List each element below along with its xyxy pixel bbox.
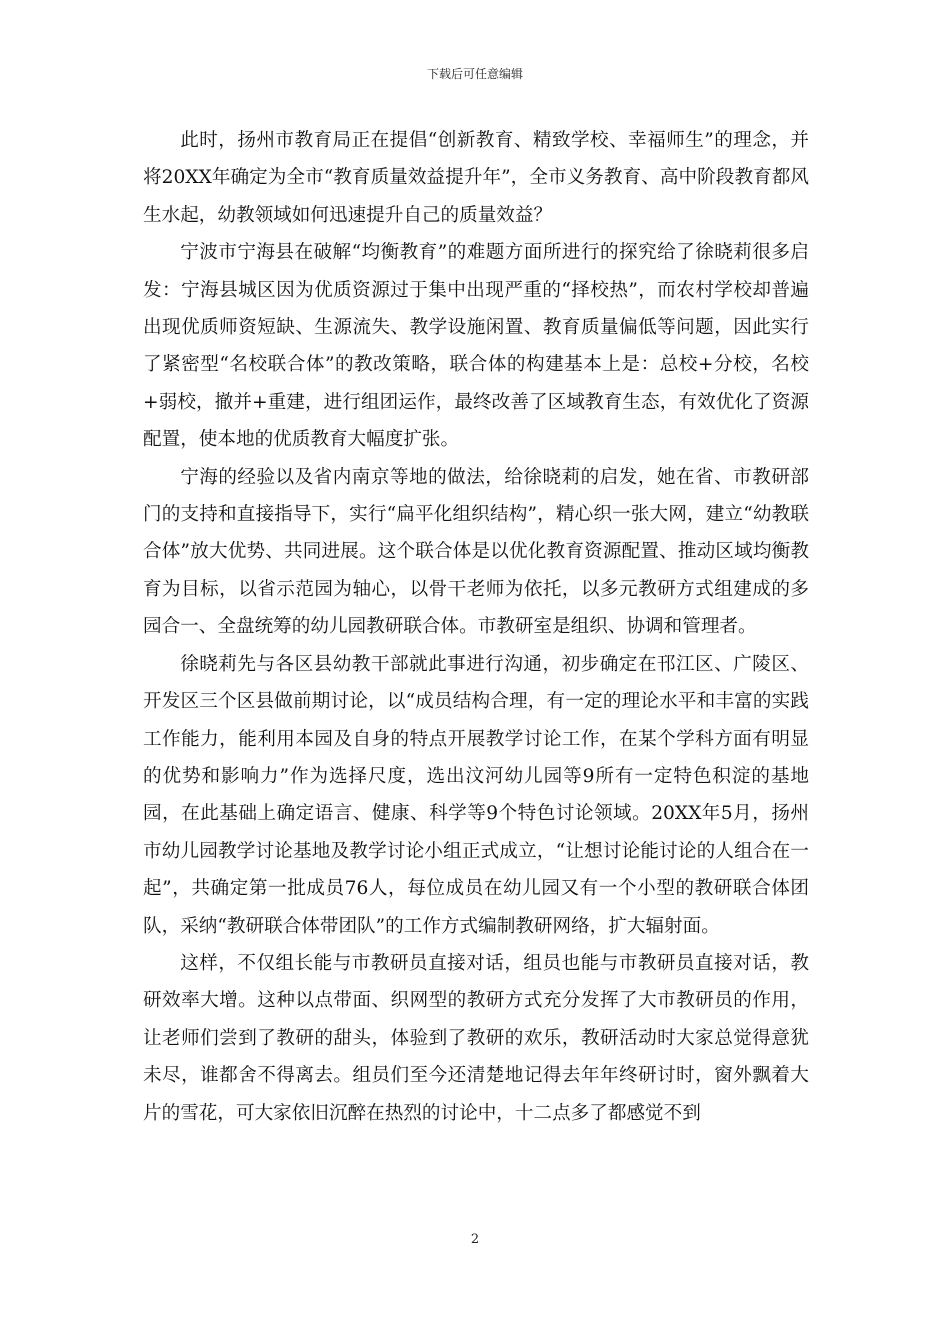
paragraph: 宁海的经验以及省内南京等地的做法，给徐晓莉的启发，她在省、市教研部门的支持和直接指导下，实行“扁平化组织结构”，精心织一张大网，建立“幼教联合体”放大优势、共同进展。这个联合体是以优化教育资源配置、推动区域均衡教育为目标，以省示范园为轴心，以骨干老师为依托，以多元教研方式组建成的多园合一、全盘统筹的幼儿园教研联合体。市教研室是组织、协调和管理者。 bbox=[143, 466, 809, 638]
paragraph: 这样，不仅组长能与市教研员直接对话，组员也能与市教研员直接对话，教研效率大增。这种以点带面、织网型的教研方式充分发挥了大市教研员的作用，让老师们尝到了教研的甜头，体验到了教研的欢乐，教研活动时大家总觉得意犹未尽，谁都舍不得离去。组员们至今还清楚地记得去年年终研讨时，窗外飘着大片的雪花，可大家依旧沉醉在热烈的讨论中，十二点多了都感觉不到 bbox=[143, 952, 809, 1124]
paragraph: 此时，扬州市教育局正在提倡“创新教育、精致学校、幸福师生”的理念，并将20XX年确定为全市“教育质量效益提升年”，全市义务教育、高中阶段教育都风生水起，幼教领域如何迅速提升自己的质量效益？ bbox=[143, 130, 809, 226]
body-text bbox=[143, 122, 809, 1132]
paragraph: 宁波市宁海县在破解“均衡教育”的难题方面所进行的探究给了徐晓莉很多启发：宁海县城区因为优质资源过于集中出现严重的“择校热”，而农村学校却普遍出现优质师资短缺、生源流失、教学设施闲置、教育质量偏低等问题，因此实行了紧密型“名校联合体”的教改策略，联合体的构建基本上是：总校+分校，名校+弱校，撤并+重建，进行组团运作，最终改善了区域教育生态，有效优化了资源配置，使本地的优质教育大幅度扩张。 bbox=[143, 242, 809, 451]
page-number: 2 bbox=[470, 1232, 480, 1247]
paragraph: 徐晓莉先与各区县幼教干部就此事进行沟通，初步确定在邗江区、广陵区、开发区三个区县做前期讨论，以“成员结构合理，有一定的理论水平和丰富的实践工作能力，能利用本园及自身的特点开展教学讨论工作，在某个学科方面有明显的优势和影响力”作为选择尺度，选出汶河幼儿园等9所有一定特色积淀的基地园，在此基础上确定语言、健康、科学等9个特色讨论领域。20XX年5月，扬州市幼儿园教学讨论基地及教学讨论小组正式成立，“让想讨论能讨论的人组合在一起”，共确定第一批成员76人，每位成员在幼儿园又有一个小型的教研联合体团队，采纳“教研联合体带团队”的工作方式编制教研网络，扩大辐射面。 bbox=[143, 653, 809, 937]
page-header: 下载后可任意编辑 bbox=[426, 67, 523, 81]
